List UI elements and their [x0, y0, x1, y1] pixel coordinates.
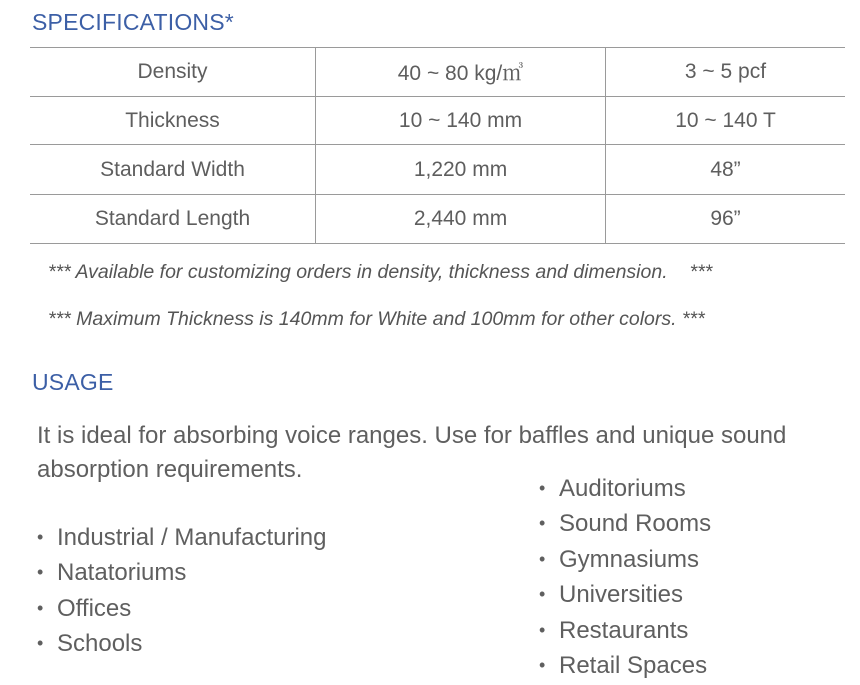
spec-imperial-cell: 96” [606, 195, 846, 244]
bullet-icon: • [539, 655, 546, 676]
bullet-icon: • [37, 562, 44, 583]
spec-imperial-cell: 10 ~ 140 T [606, 97, 846, 145]
list-item-label: Sound Rooms [559, 510, 712, 538]
bullet-icon: • [539, 584, 546, 605]
note-text: *** Available for customizing orders in density, thickness and dimension. [48, 261, 668, 283]
table-row [30, 48, 845, 97]
list-item [539, 542, 711, 577]
list-item-label: Offices [57, 594, 132, 622]
list-item [37, 555, 326, 590]
bullet-icon: • [37, 597, 44, 618]
bullet-icon: • [37, 633, 44, 654]
list-item-label: Gymnasiums [559, 545, 700, 573]
usage-heading: USAGE [32, 369, 114, 395]
max-thickness-note [48, 308, 705, 331]
list-item-label: Universities [559, 581, 684, 609]
list-item [37, 520, 326, 555]
spec-imperial-cell: 3 ~ 5 pcf [606, 48, 846, 97]
table-row [30, 97, 845, 145]
spec-label-cell: Thickness [30, 97, 316, 145]
specifications-heading: SPECIFICATIONS* [32, 9, 234, 35]
bullet-icon: • [539, 478, 546, 498]
list-item [539, 506, 711, 541]
bullet-icon: • [539, 513, 546, 534]
spec-label-cell: Density [30, 48, 316, 97]
list-item [539, 648, 711, 683]
list-item-label: Schools [57, 630, 143, 658]
table-row [30, 145, 845, 195]
spec-imperial-cell: 48” [606, 145, 846, 195]
list-item-label: Auditoriums [559, 475, 686, 502]
list-item-label: Natatoriums [57, 559, 187, 587]
spec-metric-cell: 10 ~ 140 mm [316, 97, 606, 145]
bullet-icon: • [37, 527, 44, 547]
usage-description: It is ideal for absorbing voice ranges. Use for baffles and unique sound absorption requirements. [37, 422, 787, 483]
spec-metric-cell: 1,220 mm [316, 145, 606, 195]
specifications-table [30, 47, 845, 244]
table-row [30, 195, 845, 244]
list-item-label: Restaurants [559, 616, 689, 644]
note-text: *** Maximum Thickness is 140mm for White and 100mm for other colors. *** [48, 308, 705, 330]
spec-label-cell: Standard Width [30, 145, 316, 195]
list-item [37, 626, 326, 661]
list-item-label: Retail Spaces [559, 652, 708, 680]
usage-list-left [37, 520, 326, 662]
bullet-icon: • [539, 548, 546, 569]
spec-metric-cell: 40 ~ 80 kg/㎥ [316, 48, 606, 97]
list-item-label: Industrial / Manufacturing [57, 524, 327, 551]
spec-metric-cell: 2,440 mm [316, 195, 606, 244]
usage-list-right [539, 471, 711, 683]
bullet-icon: • [539, 619, 546, 640]
customization-note [48, 261, 712, 284]
list-item [539, 613, 711, 648]
list-item [37, 591, 326, 626]
note-tail: *** [689, 261, 713, 283]
list-item [539, 471, 711, 506]
list-item [539, 577, 711, 612]
spec-label-cell: Standard Length [30, 195, 316, 244]
